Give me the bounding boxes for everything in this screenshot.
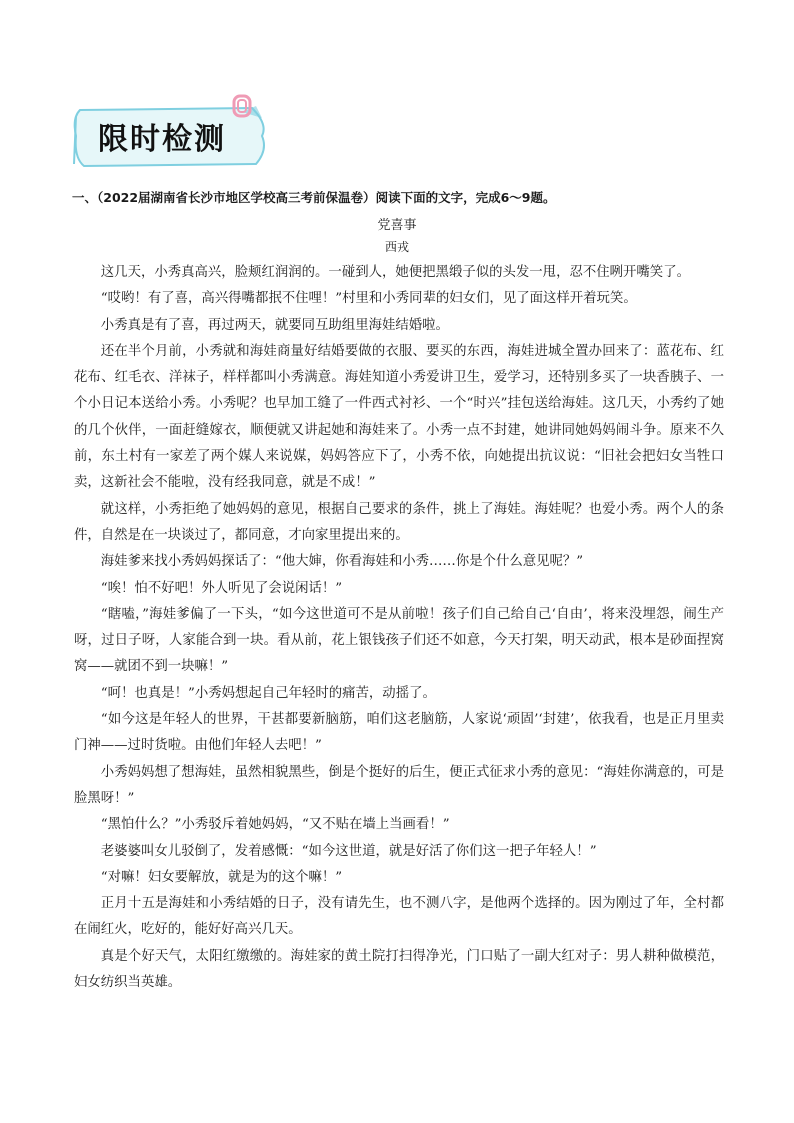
paragraph: “如今这是年轻人的世界，干甚都要新脑筋，咱们这老脑筋，人家说‘顽固’‘封建’，依我看，也是正月里卖门神——过时货啦。由他们年轻人去吧！” <box>74 712 724 754</box>
article-author: 西戎 <box>384 240 409 254</box>
paragraph: 还在半个月前，小秀就和海娃商量好结婚要做的衣服、要买的东西，海娃进城全置办回来了：蓝花布、红花布、红毛衣、洋袜子，样样都叫小秀满意。海娃知道小秀爱讲卫生，爱学习，还特别多买了一块香胰子、一个小日记本送给小秀。小秀呢？也早加工缝了一件西式衬衫、一个“时兴”挂包送给海娃。这几天，小秀约了她的几个伙伴，一面赶缝嫁衣，顺便就又讲起她和海娃来了。小秀一点不封建，她讲同她妈妈闹斗争。原来不久前，东土村有一家差了两个媒人来说媒，妈妈答应下了，小秀不依，向她提出抗议说：“旧社会把妇女当牲口卖，这新社会不能啦，没有经我同意，就是不成！” <box>74 343 724 491</box>
article-title: 党喜事 <box>377 218 417 233</box>
section-title: 限时检测 <box>98 122 226 157</box>
paragraph: “黑怕什么？”小秀驳斥着她妈妈，“又不贴在墙上当画看！” <box>100 817 450 833</box>
paragraph: 就这样，小秀拒绝了她妈妈的意见，根据自己要求的条件，挑上了海娃。海娃呢？也爱小秀。两个人的条件，自然是在一块谈过了，都同意，才向家里提出来的。 <box>74 501 724 543</box>
paragraph: “瞎嗑，”海娃爹偏了一下头，“如今这世道可不是从前啦！孩子们自己给自己‘自由’，将来没埋怨，闹生产呀，过日子呀，人家能合到一块。看从前，花上银钱孩子们还不如意，今天打架，明天动武，根本是砂面捏窝窝——就团不到一块嘛！” <box>74 606 724 675</box>
paragraph: 老婆婆叫女儿驳倒了，发着感慨：“如今这世道，就是好活了你们这一把子年轻人！” <box>100 843 597 859</box>
question-heading <box>72 188 732 206</box>
question-number: 一、 <box>72 190 98 205</box>
question-instruction: 阅读下面的文字，完成6～9题。 <box>375 190 556 205</box>
paragraph: 小秀妈妈想了想海娃，虽然相貌黑些，倒是个挺好的后生，便正式征求小秀的意见：“海娃你满意的，可是脸黑呀！” <box>74 764 724 806</box>
paragraph: 真是个好天气，太阳红缴缴的。海娃家的黄土院打扫得净光，门口贴了一副大红对子：男人耕种做模范，妇女纺织当英雄。 <box>74 948 724 991</box>
question-source: （2022届湖南省长沙市地区学校高三考前保温卷） <box>97 190 376 205</box>
article-body <box>74 260 724 996</box>
paragraph: “唉！怕不好吧！外人听见了会说闲话！” <box>100 580 343 596</box>
paragraph: 海娃爹来找小秀妈妈探话了：“他大婶，你看海娃和小秀……你是个什么意见呢？” <box>100 554 584 570</box>
paperclip-icon <box>230 92 256 118</box>
paragraph: 正月十五是海娃和小秀结婚的日子，没有请先生，也不测八字，是他两个选择的。因为刚过了年，全村都在闹红火，吃好的，能好好高兴几天。 <box>74 896 724 938</box>
paragraph: “对嘛！妇女要解放，就是为的这个嘛！” <box>100 869 343 885</box>
paragraph: 小秀真是有了喜，再过两天，就要同互助组里海娃结婚啦。 <box>100 317 449 333</box>
paragraph: 这几天，小秀真高兴，脸颊红润润的。一碰到人，她便把黑缎子似的头发一甩，忍不住咧开嘴笑了。 <box>100 265 690 280</box>
section-banner <box>72 100 268 172</box>
paragraph: “哎哟！有了喜，高兴得嘴都抿不住哩！”村里和小秀同辈的妇女们，见了面这样开着玩笑。 <box>100 291 637 307</box>
paragraph: “呵！也真是！”小秀妈想起自己年轻时的痛苦，动摇了。 <box>100 685 436 701</box>
